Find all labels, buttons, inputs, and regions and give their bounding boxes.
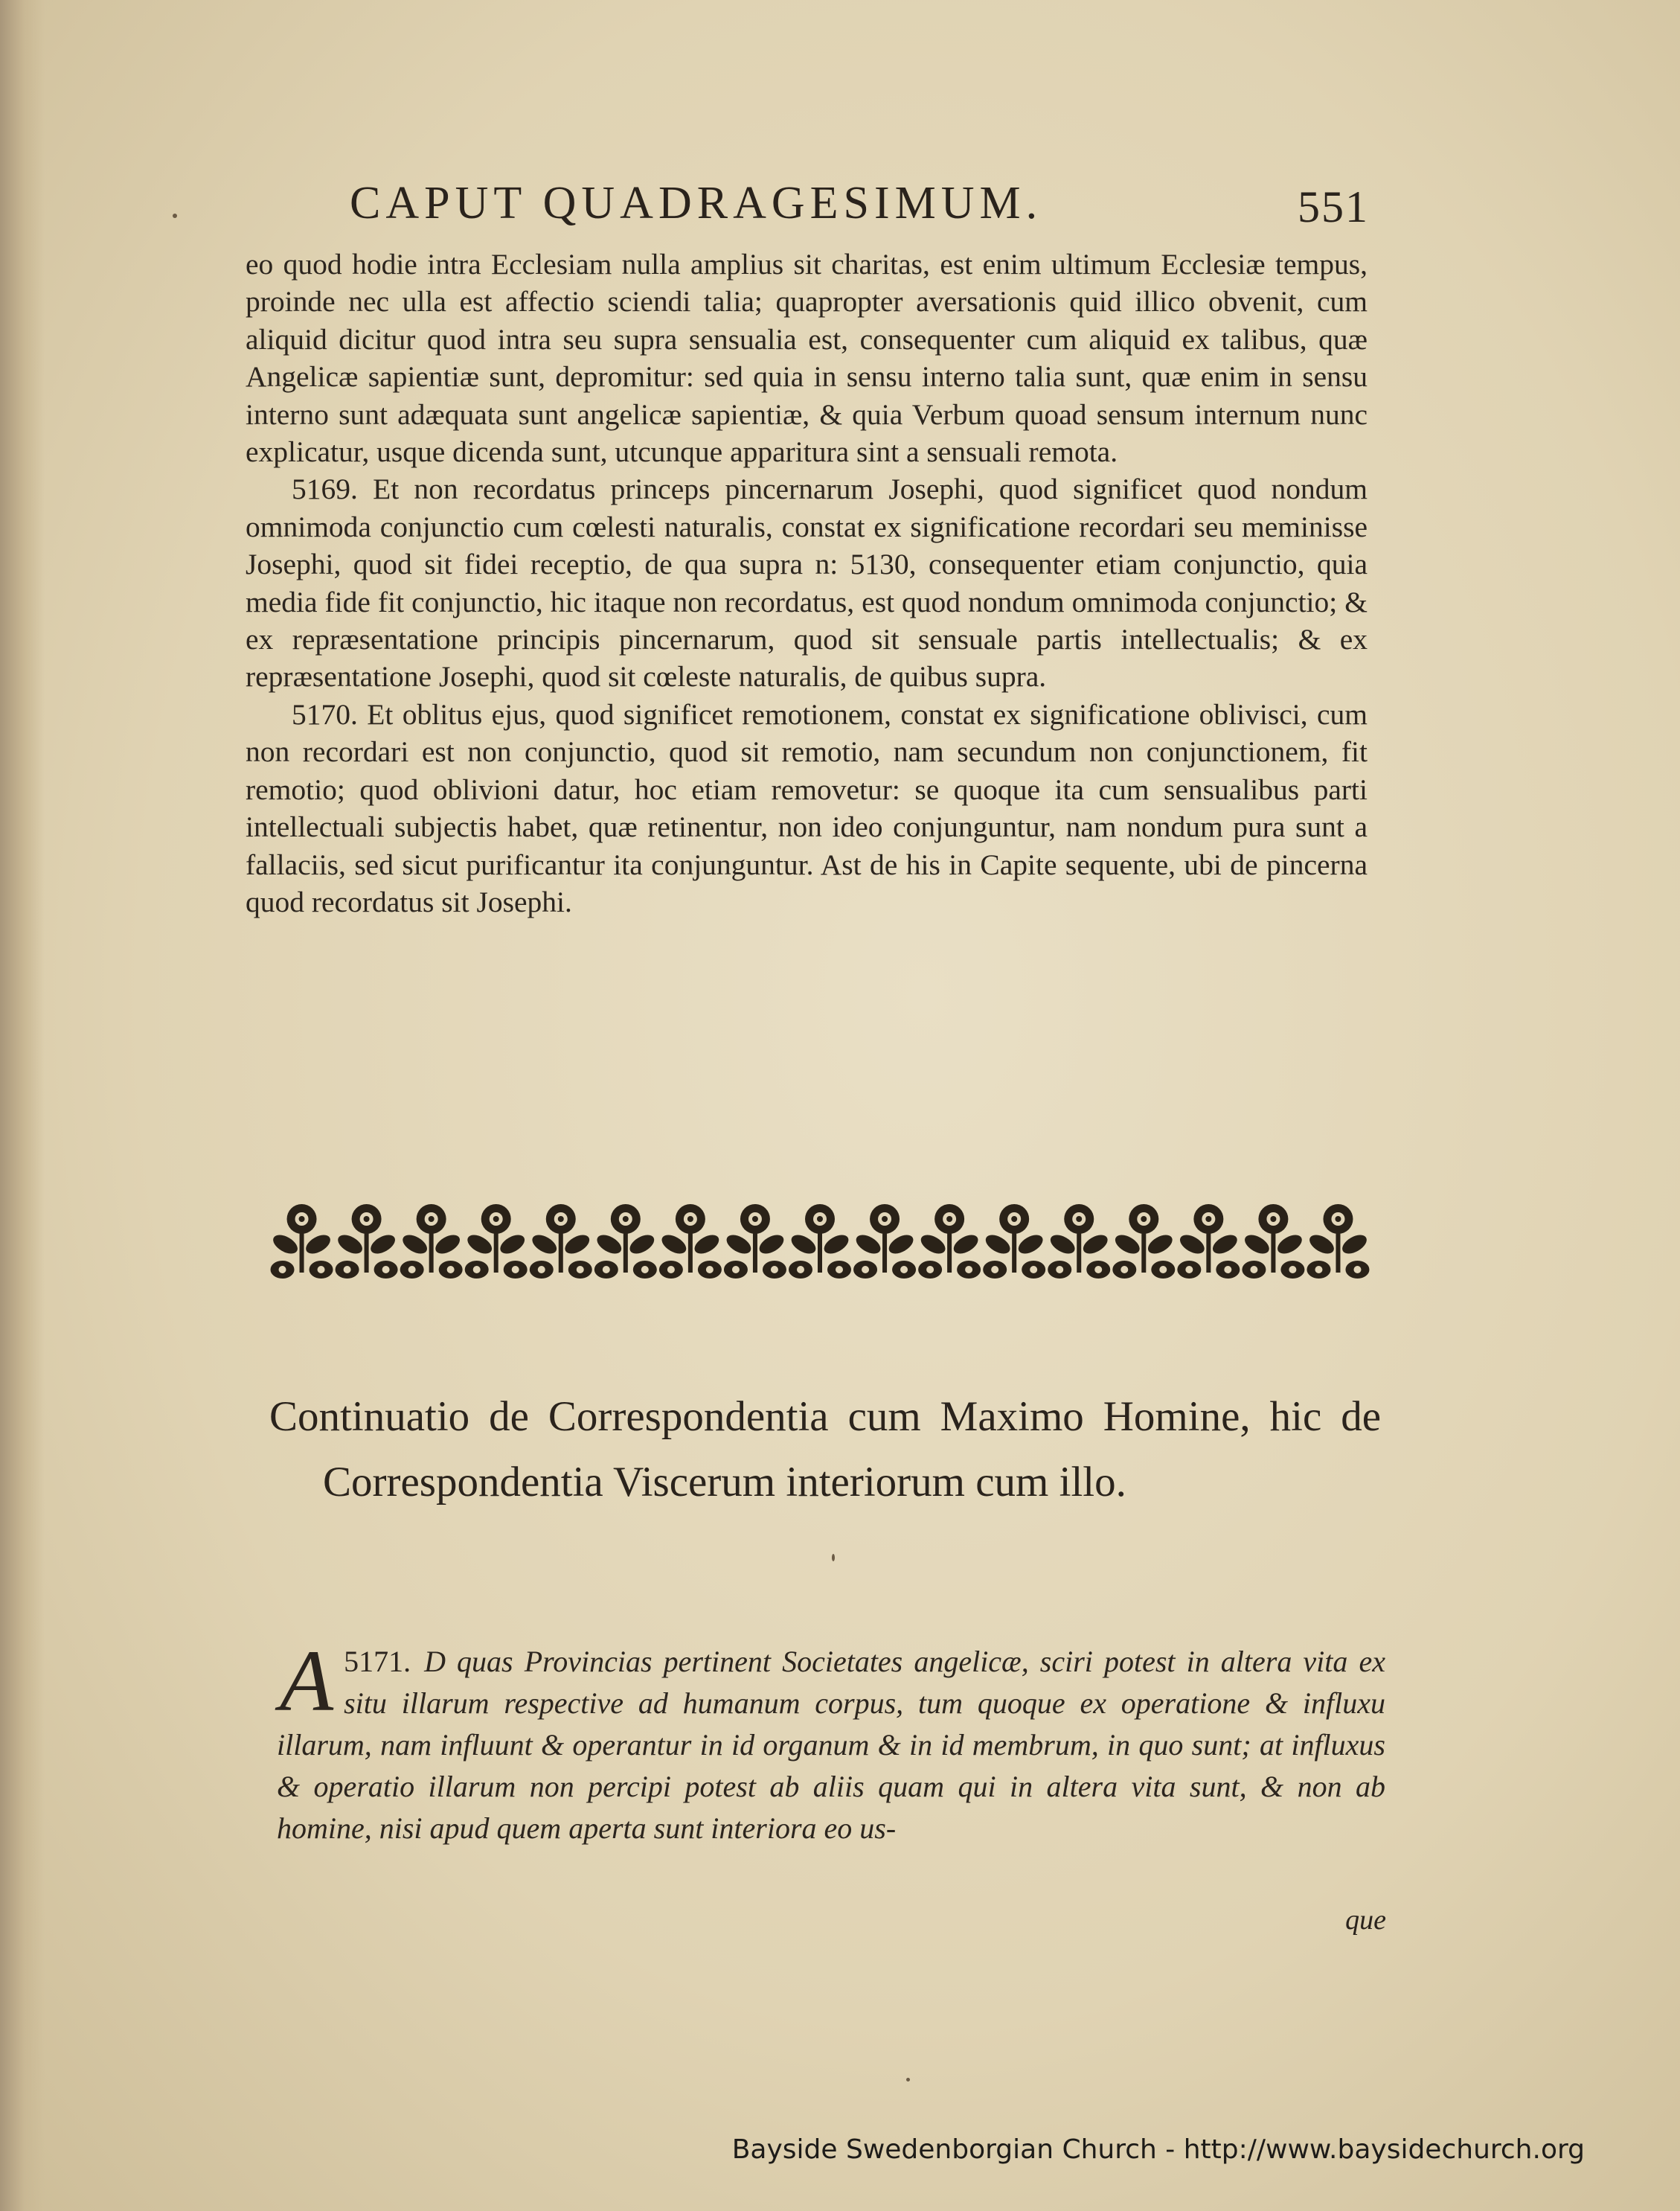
paragraph-5171-text: D quas Provincias pertinent Societates angelicæ, sciri potest in altera vita ex situ illarum respective ad humanum corpus, tum quoque ex operatione & influxu illarum, nam influunt & operantur in id organum & in id membrum, in quo sunt; at influxus & operatio illarum non percipi potest ab aliis quam qui in altera vita sunt, & non ab homine, nisi apud quem aperta sunt interiora eo us- (277, 1645, 1385, 1845)
ornament-flower-motif (1177, 1204, 1240, 1279)
catchword: que (1345, 1904, 1386, 1936)
drop-cap: A (280, 1632, 334, 1730)
paragraph-5170: 5170. Et oblitus ejus, quod significet remotionem, constat ex significatione oblivisci, cum non recordari est non conjunctio, quod sit remotio, nam secundum non conjunctionem, fit remotio; quod oblivioni datur, hoc etiam removetur: se quoque ita cum sensualibus parti intellectuali subjectis habet, quæ retinentur, non ideo conjunguntur, nam nondum pura sunt a fallaciis, sed sicut purificantur ita conjunguntur. Ast de his in Capite sequente, ubi de pincerna quod recordatus sit Josephi. (246, 697, 1368, 918)
ornament-svg (269, 1198, 1370, 1286)
ornament-flower-motif (400, 1204, 463, 1279)
section-heading (269, 1384, 1381, 1515)
ornament-flower-motif (1242, 1204, 1305, 1279)
ornament-flower-motif (723, 1204, 786, 1279)
paper-speck (832, 1554, 835, 1561)
site-watermark: Bayside Swedenborgian Church - http://www.baysidechurch.org (731, 2134, 1585, 2165)
ornament-flower-motif (1048, 1204, 1111, 1279)
ornament-flower-motif (658, 1204, 722, 1279)
paper-speck (173, 214, 177, 218)
ornament-flower-motif (594, 1204, 657, 1279)
ornament-flower-motif (270, 1204, 333, 1279)
body-text (246, 246, 1368, 921)
ornament-flower-motif (983, 1204, 1046, 1279)
floral-ornament-band (269, 1198, 1370, 1286)
page-gutter-shadow (0, 0, 45, 2211)
ornament-flower-motif (853, 1204, 916, 1279)
paragraph-number: 5171. (344, 1645, 411, 1678)
ornament-flower-motif (335, 1204, 398, 1279)
ornament-flower-motif (1112, 1204, 1176, 1279)
ornament-flower-motif (918, 1204, 981, 1279)
section-heading-text: Continuatio de Correspondentia cum Maximo Homine, hic de Correspondentia Viscerum interiorum cum illo. (269, 1393, 1381, 1506)
paragraph-5171 (277, 1632, 1385, 1849)
paragraph-5169: 5169. Et non recordatus princeps pincernarum Josephi, quod significet quod nondum omnimoda conjunctio cum cœlesti naturalis, constat ex significatione recordari seu meminisse Josephi, quod sit fidei receptio, de qua supra n: 5130, consequenter etiam conjunctio, quia media fide fit conjunctio, hic itaque non recordatus, est quod nondum omnimoda conjunctio; & ex repræsentatione principis pincernarum, quod sit sensuale partis intellectualis; & ex repræsentatione Josephi, quod sit cœleste naturalis, de quibus supra. (246, 473, 1368, 694)
running-title: CAPUT QUADRAGESIMUM. (350, 178, 1043, 228)
ornament-flower-motif (464, 1204, 528, 1279)
paragraph-continuation: eo quod hodie intra Ecclesiam nulla amplius sit charitas, est enim ultimum Ecclesiæ tempus, proinde nec ulla est affectio sciendi talia; quapropter aversationis quid illico obvenit, cum aliquid dicitur quod intra seu supra sensualia est, consequenter cum aliquid ex talibus, quæ Angelicæ sapientiæ sunt, depromitur: sed quia in sensu interno talia sunt, quæ enim in sensu interno sunt adæquata sunt angelicæ sapientiæ, & quia Verbum quoad sensum internum nunc explicatur, usque dicenda sunt, utcunque apparitura sint a sensuali remota. (246, 248, 1368, 469)
page-header (350, 177, 1369, 237)
ornament-flower-motif (1307, 1204, 1370, 1279)
ornament-flower-motif (788, 1204, 851, 1279)
page-number: 551 (1298, 182, 1369, 231)
ornament-flower-motif (529, 1204, 592, 1279)
paper-speck (906, 2078, 910, 2082)
